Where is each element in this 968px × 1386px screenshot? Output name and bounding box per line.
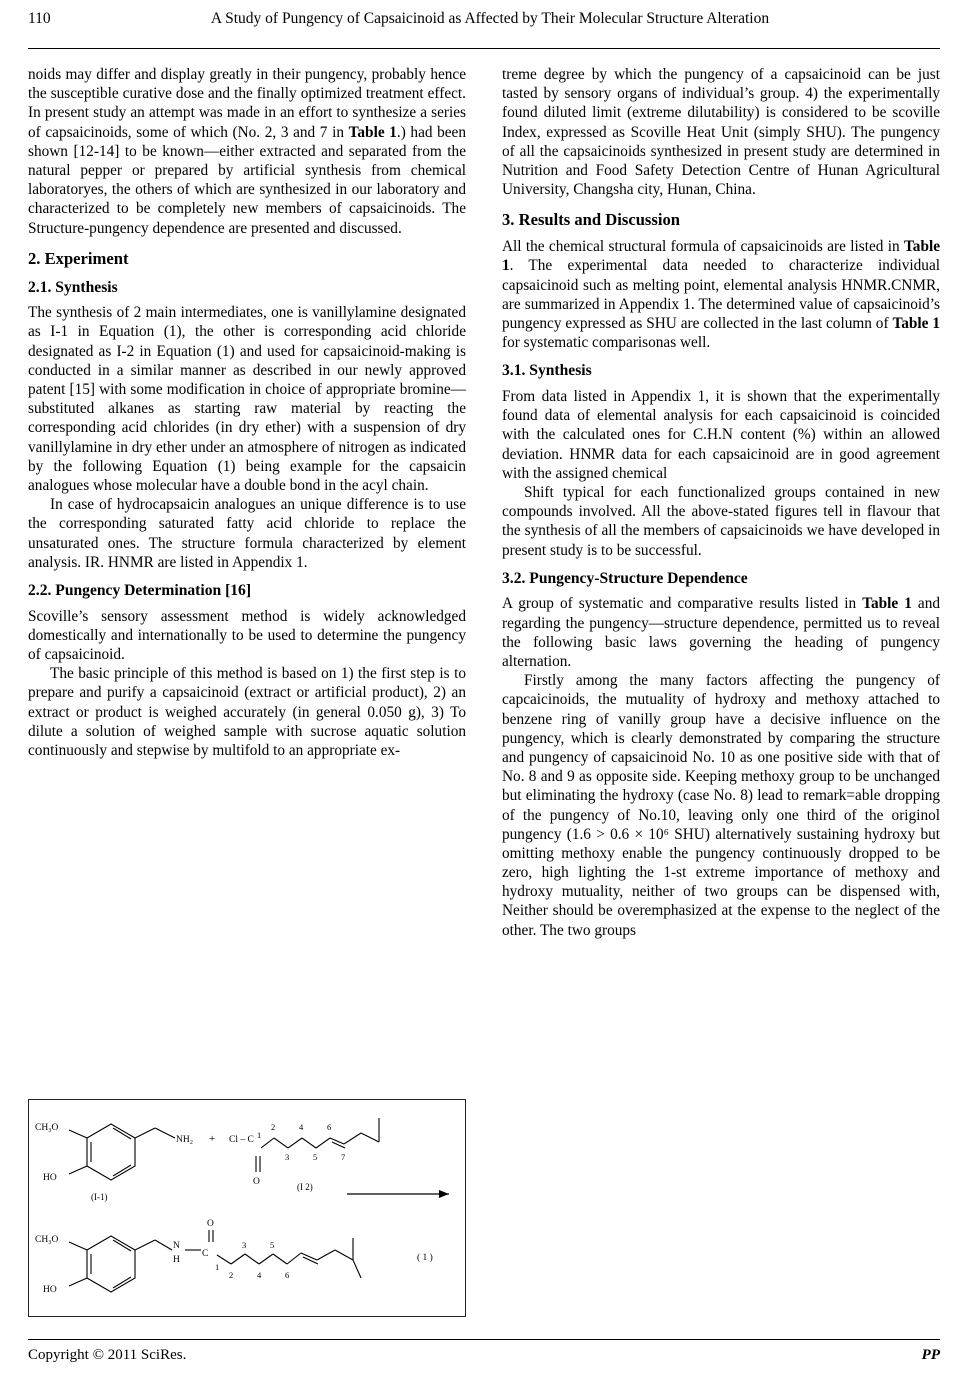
chain-num-7: 7 bbox=[341, 1152, 346, 1162]
paragraph-firstly-factors: Firstly among the many factors affecting the pungency of capcaicinoids, the mutuality of hydroxy and methoxy attached to benzene ring of vanilly group have a decisive influence on the pungency, which is clearly demonstrated by comparing the structure and pungency of capsaicinoid No. 10 as one positive side with that of No. 8 and 9 as opposite side. Keeping methoxy group to be unchanged but eliminating the hydroxy (case No. 8) lead to remark=able dropping of the pungency of No.10, leaving only one third of the originol pungency (1.6 > 0.6 × 10⁶ SHU) alternatively sustaining hydroxy but omitting methoxy enable the pungency continuously dropped to be zero, high lighting the 1-st extreme importance of methoxy and hydroxy mutuality, neither of two groups can be dispensed with, Neither should be overemphasized at the expense to the neglect of the other. The two groups bbox=[502, 672, 940, 939]
table-ref-2: Table 1 bbox=[502, 238, 940, 275]
footer-pp: PP bbox=[921, 1347, 940, 1363]
reaction-scheme-figure bbox=[28, 1099, 466, 1317]
chain-num-4: 4 bbox=[299, 1122, 304, 1132]
paragraph-synthesis: The synthesis of 2 main intermediates, one is vanillylamine designated as I-1 in Equation (1), the other is corresponding acid chloride designated as I-2 in Equation (1) and used for capsaicinoid-making is conducted in a similar manner as described in our newly approved patent [15] with some modification in choice of appropriate bromine—substituted alkanes as starting raw material by reacting the corresponding acid chlorides (in dry ether) with a suspension of dry vanillylamine in dry ether under an atmosphere of nitrogen as indicated by the following Equation (1) being example for the capsaicin analogues whose molecular have a double bond in the acyl chain. bbox=[28, 304, 466, 494]
running-head bbox=[28, 0, 940, 44]
body-columns bbox=[28, 65, 940, 1317]
label-h: H bbox=[173, 1255, 180, 1265]
footer bbox=[28, 1347, 940, 1364]
paragraph-all-formula bbox=[502, 237, 940, 352]
label-ho-bottom: HO bbox=[43, 1285, 57, 1295]
paragraph-shift-typical: Shift typical for each functionalized groups contained in new compounds involved. All the above-stated figures tell in flavour that the synthesis of all the members of capsaicinoids we have developed in present study is to be successful. bbox=[502, 483, 940, 559]
page-number: 110 bbox=[28, 10, 51, 27]
chain-num-1: 1 bbox=[257, 1130, 262, 1140]
paragraph-elemental-analysis: From data listed in Appendix 1, it is shown that the experimentally found data of elemental analysis for each capsaicinoid is coincided with the calculated ones for C.H.N content (%) within an allowed deviation. HNMR data for each capsaicinoid are in good agreement with the assigned chemical bbox=[502, 388, 940, 482]
left-column bbox=[28, 65, 466, 1317]
label-i1: (I-1) bbox=[91, 1192, 108, 1202]
paragraph-scoville: Scoville’s sensory assessment method is widely acknowledged domestically and internationally to be used to determine the pungency of capsaicinoid. bbox=[28, 607, 466, 663]
reaction-scheme-svg bbox=[29, 1100, 465, 1316]
heading-pungency-determination: 2.2. Pungency Determination [16] bbox=[28, 581, 252, 599]
label-n: N bbox=[173, 1241, 180, 1251]
heading-synthesis: 2.1. Synthesis bbox=[28, 278, 118, 296]
paragraph-systematic-results bbox=[502, 594, 940, 671]
label-c: C bbox=[202, 1249, 209, 1259]
paragraph-hydrocapsaicin: In case of hydrocapsaicin analogues an unique difference is to use the corresponding saturated fatty acid chloride to replace the unsaturated ones. The structure formula characterized by element analysis. IR. HNMR are listed in Appendix 1. bbox=[28, 496, 466, 571]
paragraph-basic-principle: The basic principle of this method is based on 1) the first step is to prepare and purify a capsaicinoid (extract or artificial product), 2) an extract or product is weighed accurately (in general 0.050 g), 3) To dilute a solution of weighed sample with sucrose aquatic solution continuously and stepwise by multifold to an appropriate ex- bbox=[28, 665, 466, 759]
chain-num-b2: 2 bbox=[229, 1270, 234, 1280]
table-ref-3: Table 1 bbox=[892, 314, 941, 332]
label-ho-top: HO bbox=[43, 1173, 57, 1183]
chain-num-b3: 3 bbox=[242, 1240, 247, 1250]
label-plus: + bbox=[209, 1133, 216, 1145]
running-title: A Study of Pungency of Capsaicinoid as Affected by Their Molecular Structure Alteration bbox=[210, 10, 770, 27]
results-text-b: . The experimental data needed to characterize individual capsaicinoid such as melting point, elemental analysis HNMR.CNMR, are summarized in Appendix 1. The determined value of capsaicinoid’s pungency expressed as SHU are collected in the last column of bbox=[502, 257, 940, 332]
paragraph-extreme-degree: treme degree by which the pungency of a capsaicinoid can be just tasted by sensory organs of individual’s group. 4) the experimentally found diluted limit (extreme dilutability) is considered to be scoville Index, expressed as Scoville Heat Unit (simply SHU). The pungency of all the capsaicinoids synthesized in present study are determined in Nutrition and Food Safety Detection Centre of Hunan Agricultural University, Changsha city, Hunan, China. bbox=[502, 66, 940, 199]
right-column bbox=[502, 65, 940, 1317]
chain-num-5: 5 bbox=[313, 1152, 318, 1162]
results-text-c: for systematic comparisonas well. bbox=[502, 334, 711, 352]
intro-text-b: .) had been shown [12-14] to be known—either extracted and separated from the natural pepper or prepared by artificial synthesis from chemical laboratoryes, the others of which are synthesized in our laboratory and characterized to be completely new members of capsaicinoids. The Structure-pungency dependence are presented and discussed. bbox=[28, 123, 466, 237]
header-rule bbox=[28, 48, 940, 49]
table-ref-4: Table 1 bbox=[862, 595, 912, 613]
label-ch3o-top: CH₃O bbox=[35, 1123, 59, 1133]
chain-num-3: 3 bbox=[285, 1152, 290, 1162]
copyright-text: Copyright © 2011 SciRes. bbox=[28, 1347, 187, 1363]
label-i2: (I 2) bbox=[297, 1182, 313, 1192]
label-o-acid: O bbox=[253, 1177, 260, 1187]
label-nh2: NH₂ bbox=[176, 1135, 194, 1145]
label-acid-chloride: Cl – C bbox=[229, 1135, 254, 1145]
results-text-a: All the chemical structural formula of capsaicinoids are listed in bbox=[502, 238, 904, 256]
label-o-amide: O bbox=[207, 1219, 214, 1229]
dependence-text-a: A group of systematic and comparative results listed in bbox=[502, 595, 863, 613]
heading-pungency-structure: 3.2. Pungency-Structure Dependence bbox=[502, 569, 748, 587]
intro-text-a: noids may differ and display greatly in their pungency, probably hence the susceptible curative dose and the finally optimized treatment effect. In present study an attempt was made in an effort to synthesize a series of capsaicinoids, some of which (No. 2, 3 and 7 in bbox=[28, 66, 466, 141]
heading-experiment: 2. Experiment bbox=[28, 248, 129, 268]
label-ch3o-bottom: CH₃O bbox=[35, 1235, 59, 1245]
chain-num-6: 6 bbox=[327, 1122, 332, 1132]
paragraph-intro bbox=[28, 65, 466, 238]
chain-num-b4: 4 bbox=[257, 1270, 262, 1280]
chain-num-b1: 1 bbox=[215, 1262, 220, 1272]
heading-synthesis-results: 3.1. Synthesis bbox=[502, 362, 592, 380]
heading-results-discussion: 3. Results and Discussion bbox=[502, 210, 680, 230]
footer-rule bbox=[28, 1339, 940, 1340]
dependence-text-b: and regarding the pungency—structure dependence, permitted us to reveal the following basic laws governing the heading of pungency alternation. bbox=[502, 595, 940, 670]
table-ref-1: Table 1 bbox=[348, 123, 397, 141]
chain-num-2: 2 bbox=[271, 1122, 276, 1132]
chain-num-b5: 5 bbox=[270, 1240, 275, 1250]
chain-num-b6: 6 bbox=[285, 1270, 290, 1280]
label-eq1: ( 1 ) bbox=[417, 1253, 433, 1263]
